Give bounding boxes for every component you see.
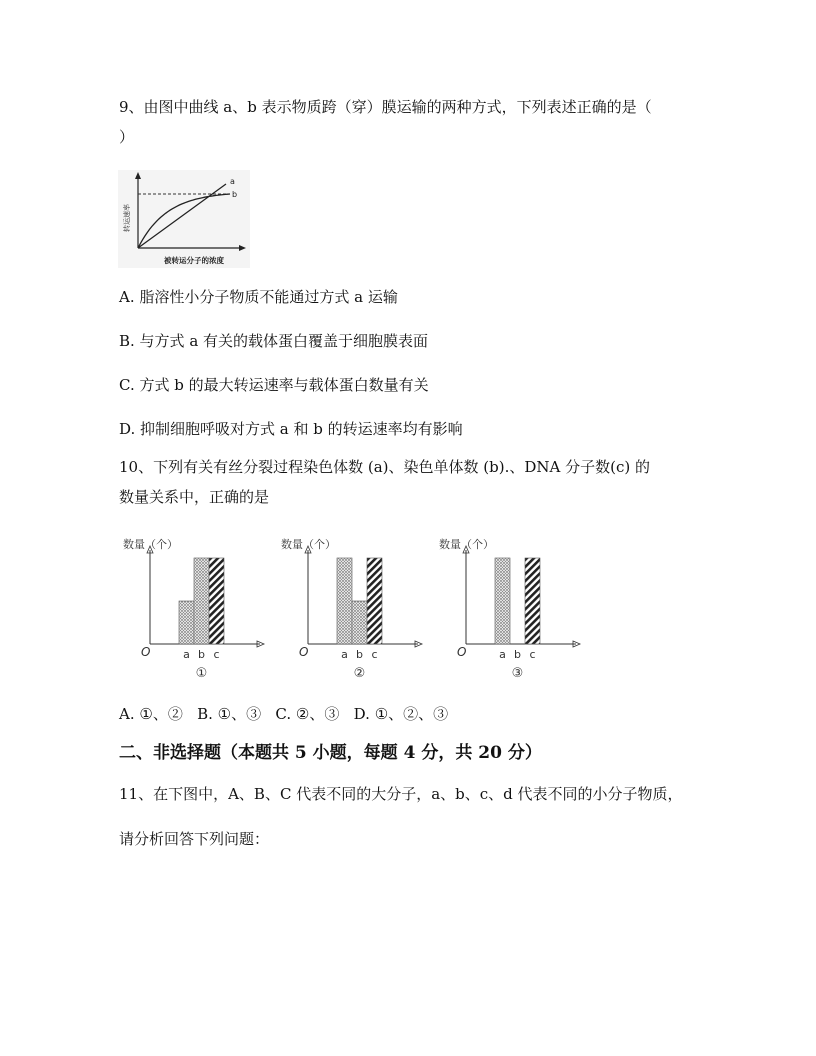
q10-chart-3: [439, 537, 580, 681]
q10-chart-1-tick-c: c: [213, 648, 220, 661]
q10-chart-3-number: ③: [511, 666, 524, 681]
q10-chart-2-number: ②: [353, 666, 366, 681]
q10-bar-charts: [115, 532, 585, 682]
q9-transport-graph: [118, 170, 250, 268]
q10-chart-2-tick-a: a: [341, 648, 348, 661]
q10-chart-1-y-label: 数量（个）: [123, 538, 178, 551]
q10-chart-1: [123, 537, 264, 681]
q10-chart-1-tick-b: b: [198, 648, 205, 661]
q9-y-axis-label: 转运速率: [123, 204, 131, 232]
q11-line2: 请分析回答下列问题：: [119, 830, 270, 848]
q9-option-c: C. 方式 b 的最大转运速率与载体蛋白数量有关: [119, 376, 429, 394]
q10-chart-2-bar-a: [337, 558, 352, 644]
q9-option-a: A. 脂溶性小分子物质不能通过方式 a 运输: [119, 288, 398, 306]
q10-chart-3-tick-a: a: [499, 648, 506, 661]
q10-charts-root: [123, 537, 580, 681]
q10-stem-line2: 数量关系中，正确的是: [119, 488, 270, 506]
q10-chart-3-origin: O: [457, 645, 467, 659]
q10-chart-3-y-label: 数量（个）: [439, 538, 494, 551]
q9-x-axis-label: 被转运分子的浓度: [164, 256, 224, 265]
q10-chart-2-tick-c: c: [371, 648, 378, 661]
q11-line1: 11、在下图中，A、B、C 代表不同的大分子，a、b、c、d 代表不同的小分子物质，: [119, 785, 683, 803]
q10-chart-2-bar-b: [352, 601, 367, 644]
q10-chart-1-bar-b: [194, 558, 209, 644]
q10-chart-1-bar-c: [209, 558, 224, 644]
section2-title: 二、非选择题（本题共 5 小题，每题 4 分，共 20 分）: [119, 743, 542, 763]
q9-option-d: D. 抑制细胞呼吸对方式 a 和 b 的转运速率均有影响: [119, 420, 463, 438]
q10-chart-3-tick-b: b: [514, 648, 521, 661]
q10-chart-2-bar-c: [367, 558, 382, 644]
q10-chart-2-tick-b: b: [356, 648, 363, 661]
q10-chart-3-bar-a: [495, 558, 510, 644]
q10-chart-3-tick-c: c: [529, 648, 536, 661]
q10-answer-options: A. ①、② B. ①、③ C. ②、③ D. ①、②、③: [119, 705, 449, 723]
q10-chart-2-y-label: 数量（个）: [281, 538, 336, 551]
q10-chart-2: [281, 537, 422, 681]
q10-chart-1-number: ①: [195, 666, 208, 681]
q9-stem-line1: 9、由图中曲线 a、b 表示物质跨（穿）膜运输的两种方式，下列表述正确的是（: [119, 98, 652, 116]
q9-curve-a-label: a: [230, 177, 235, 186]
q10-chart-1-tick-a: a: [183, 648, 190, 661]
q10-chart-1-origin: O: [141, 645, 151, 659]
q10-chart-1-bar-a: [179, 601, 194, 644]
q10-chart-2-origin: O: [299, 645, 309, 659]
q9-stem-line2: ）: [119, 128, 135, 146]
q9-option-b: B. 与方式 a 有关的载体蛋白覆盖于细胞膜表面: [119, 332, 429, 350]
q10-stem-line1: 10、下列有关有丝分裂过程染色体数 (a)、染色单体数 (b).、DNA 分子数(c) 的: [119, 458, 650, 476]
q9-curve-b-label: b: [232, 190, 238, 199]
q10-chart-3-bar-c: [525, 558, 540, 644]
